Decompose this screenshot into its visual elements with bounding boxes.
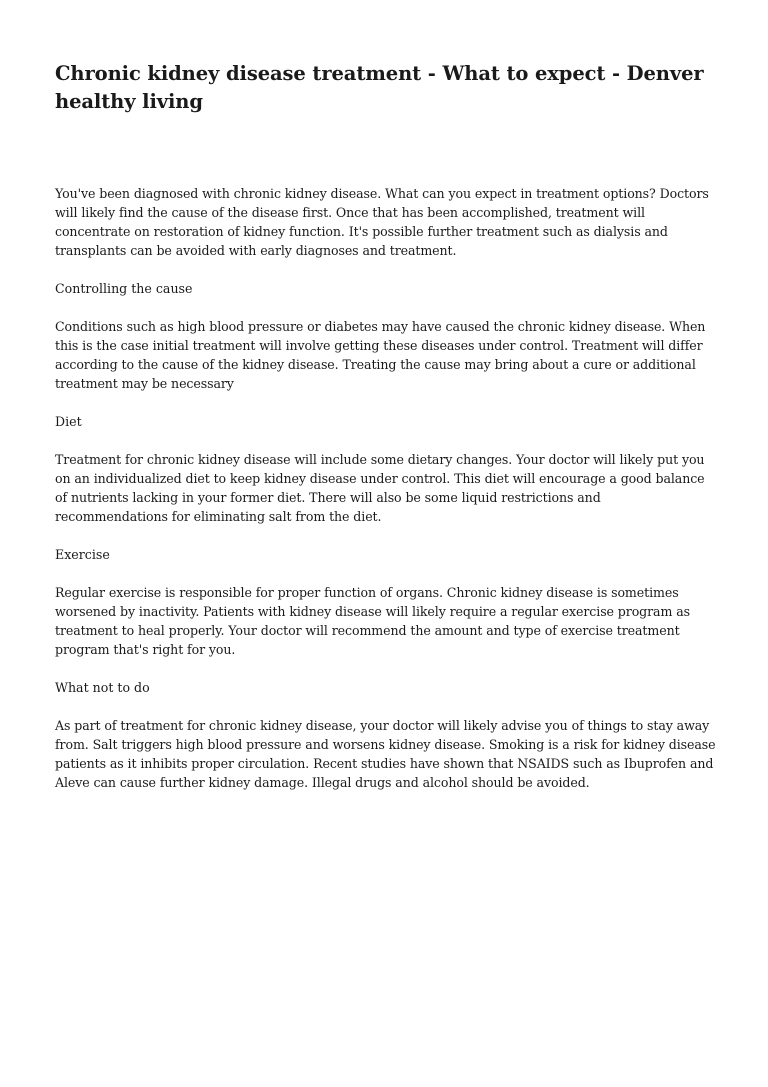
- section-body-exercise: Regular exercise is responsible for proper function of organs. Chronic kidney disease is sometimes worsened by inactivity. Patients with kidney disease will likely require a regular exercise program as treatment to heal properly. Your doctor will recommend the amount and type of exercise treatment program that's right for you.: [55, 585, 690, 657]
- section-heading-diet: Diet: [55, 414, 82, 429]
- document-title: Chronic kidney disease treatment - What to expect - Denver healthy living: [55, 62, 704, 113]
- section-heading-exercise: Exercise: [55, 547, 110, 562]
- section-body-controlling-the-cause: Conditions such as high blood pressure or diabetes may have caused the chronic kidney disease. When this is the case initial treatment will involve getting these diseases under control. Treatment will differ according to the cause of the kidney disease. Treating the cause may bring about a cure or additional treatment may be necessary: [55, 319, 706, 391]
- document-page: [55, 60, 717, 811]
- section-heading-controlling-the-cause: Controlling the cause: [55, 281, 193, 296]
- section-body-diet: Treatment for chronic kidney disease will include some dietary changes. Your doctor will likely put you on an individualized diet to keep kidney disease under control. This diet will encourage a good balance of nutrients lacking in your former diet. There will also be some liquid restrictions and recommendations for eliminating salt from the diet.: [55, 452, 705, 524]
- intro-paragraph: You've been diagnosed with chronic kidney disease. What can you expect in treatment options? Doctors will likely find the cause of the disease first. Once that has been accomplished, treatment will concentrate on restoration of kidney function. It's possible further treatment such as dialysis and transplants can be avoided with early diagnoses and treatment.: [55, 186, 709, 258]
- section-heading-what-not-to-do: What not to do: [55, 680, 150, 695]
- section-body-what-not-to-do: As part of treatment for chronic kidney disease, your doctor will likely advise you of things to stay away from. Salt triggers high blood pressure and worsens kidney disease. Smoking is a risk for kidney disease patients as it inhibits proper circulation. Recent studies have shown that NSAIDS such as Ibuprofen and Aleve can cause further kidney damage. Illegal drugs and alcohol should be avoided.: [55, 718, 716, 790]
